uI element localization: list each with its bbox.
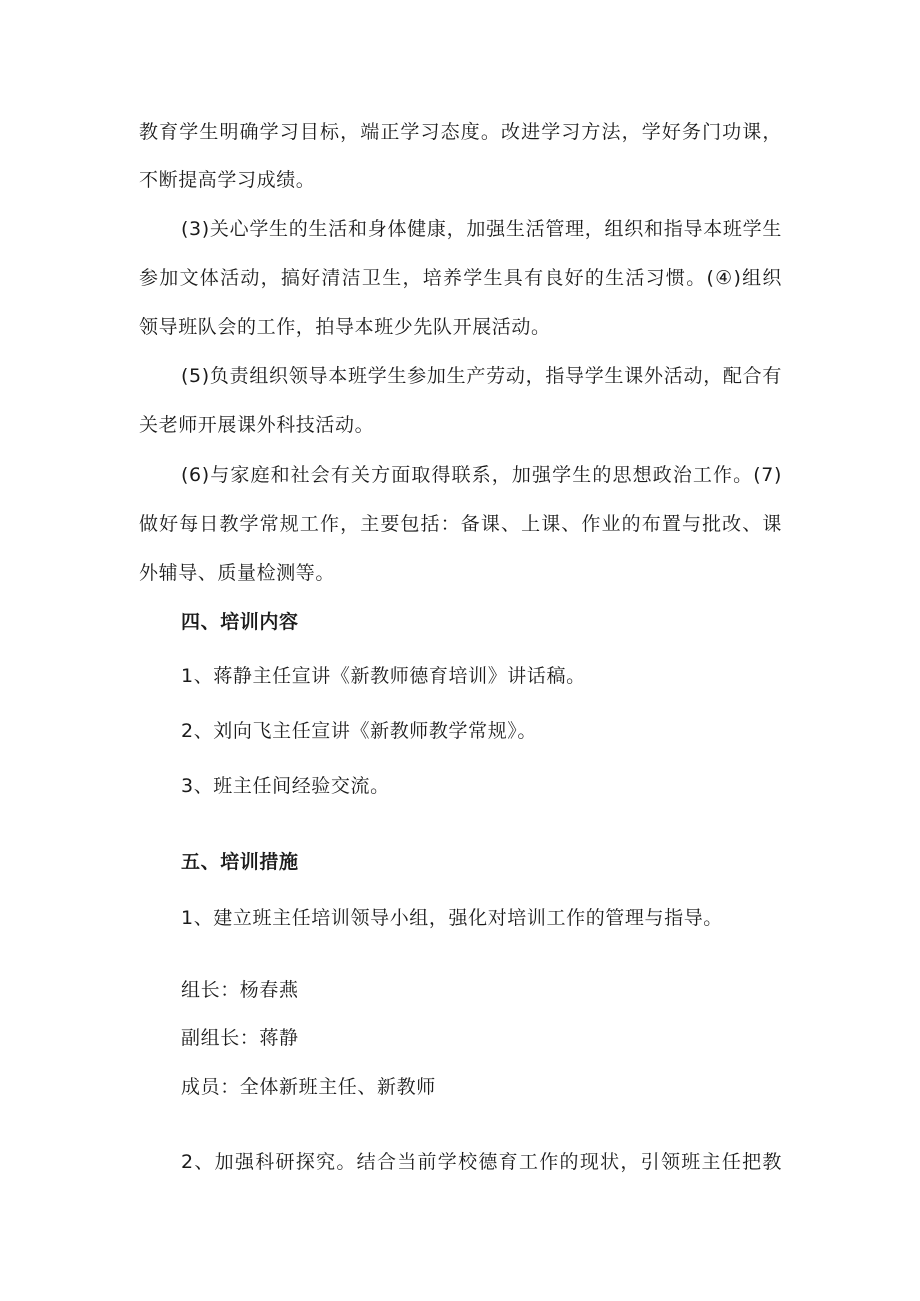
deputy-leader-line: 副组长：蒋静 [181,1027,299,1049]
list-item: 3、班主任间经验交流。 [181,775,390,797]
list-item: 2、刘向飞主任宣讲《新教师教学常规》。 [181,720,537,742]
list-item: 1、建立班主任培训领导小组，强化对培训工作的管理与指导。 [181,907,723,929]
list-item: 2、加强科研探究。结合当前学校德育工作的现状，引领班主任把教 [181,1151,782,1173]
paragraph-line: 教育学生明确学习目标，端正学习态度。改进学习方法，学好务门功课， [139,121,782,143]
paragraph-line: (5)负责组织领导本班学生参加生产劳动，指导学生课外活动，配合有 [181,365,782,387]
paragraph-line: 关老师开展课外科技活动。 [139,414,375,436]
paragraph-line: 外辅导、质量检测等。 [139,562,336,584]
members-line: 成员：全体新班主任、新教师 [181,1076,436,1098]
group-leader-line: 组长：杨春燕 [181,979,299,1001]
paragraph-line: 领导班队会的工作，拍导本班少先队开展活动。 [139,316,551,338]
paragraph-line: (6)与家庭和社会有关方面取得联系，加强学生的思想政治工作。(7) [181,464,782,486]
paragraph-line: 做好每日教学常规工作，主要包括：备课、上课、作业的布置与批改、课 [139,513,782,535]
section-heading: 四、培训内容 [181,611,299,633]
list-item: 1、蒋静主任宣讲《新教师德育培训》讲话稿。 [181,665,586,687]
paragraph-line: 不断提高学习成绩。 [139,169,316,191]
paragraph-line: (3)关心学生的生活和身体健康，加强生活管理，组织和指导本班学生 [181,218,782,240]
section-heading: 五、培训措施 [181,851,299,873]
paragraph-line: 参加文体活动，搞好清洁卫生，培养学生具有良好的生活习惯。(④)组织 [139,267,782,289]
